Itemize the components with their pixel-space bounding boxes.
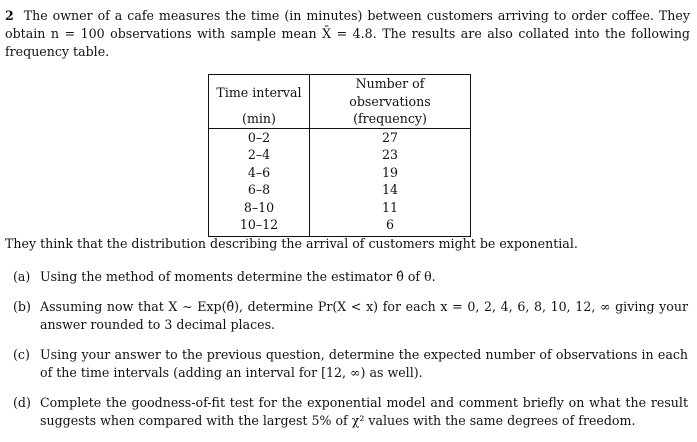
question-part-a	[13, 268, 688, 286]
table-header-row	[209, 75, 471, 111]
table-row	[209, 128, 471, 146]
part-label: (b)	[13, 299, 31, 314]
closing-statement: They think that the distribution describing the arrival of customers might be exponential.	[5, 236, 578, 251]
frequency-cell: 14	[310, 181, 471, 199]
frequency-cell: 19	[310, 164, 471, 182]
question-part-c	[13, 346, 688, 382]
header-time-interval: Time interval	[209, 75, 310, 111]
question-intro-text: The owner of a cafe measures the time (in minutes) between customers arriving to order coffee. They obtain n = 100 observations with sample mean X̄ = 4.8. The results are also collated into the following frequency table.	[5, 8, 690, 59]
table-row	[209, 164, 471, 182]
part-text: Assuming now that X ∼ Exp(θ̂), determine Pr(X < x) for each x = 0, 2, 4, 6, 8, 10, 12, ∞ giving your answer rounded to 3 decimal places.	[40, 299, 688, 332]
table-header-row	[209, 110, 471, 128]
question-intro	[5, 7, 690, 61]
table-row	[209, 216, 471, 236]
question-number: 2	[5, 8, 14, 23]
frequency-cell: 6	[310, 216, 471, 236]
part-text: Using the method of moments determine the estimator θ̂ of θ.	[40, 269, 436, 284]
question-part-d	[13, 394, 688, 430]
interval-cell: 4–6	[209, 164, 310, 182]
frequency-cell: 27	[310, 128, 471, 146]
table-row	[209, 146, 471, 164]
interval-cell: 6–8	[209, 181, 310, 199]
part-text: Complete the goodness-of-fit test for the exponential model and comment briefly on what the result suggests when compared with the largest 5% of χ² values with the same degrees of freedom.	[40, 395, 688, 428]
interval-cell: 2–4	[209, 146, 310, 164]
table-row	[209, 199, 471, 217]
part-label: (d)	[13, 395, 31, 410]
header-number-observations: Number of observations	[310, 75, 471, 111]
header-unit-frequency: (frequency)	[310, 110, 471, 128]
table-row	[209, 181, 471, 199]
frequency-cell: 23	[310, 146, 471, 164]
interval-cell: 10–12	[209, 216, 310, 236]
header-unit-min: (min)	[209, 110, 310, 128]
question-part-b	[13, 298, 688, 334]
interval-cell: 0–2	[209, 128, 310, 146]
frequency-cell: 11	[310, 199, 471, 217]
frequency-table	[208, 74, 471, 237]
part-label: (c)	[13, 347, 30, 362]
part-text: Using your answer to the previous question, determine the expected number of observations in each of the time intervals (adding an interval for [12, ∞) as well).	[40, 347, 688, 380]
interval-cell: 8–10	[209, 199, 310, 217]
question-parts	[13, 268, 688, 442]
part-label: (a)	[13, 269, 31, 284]
